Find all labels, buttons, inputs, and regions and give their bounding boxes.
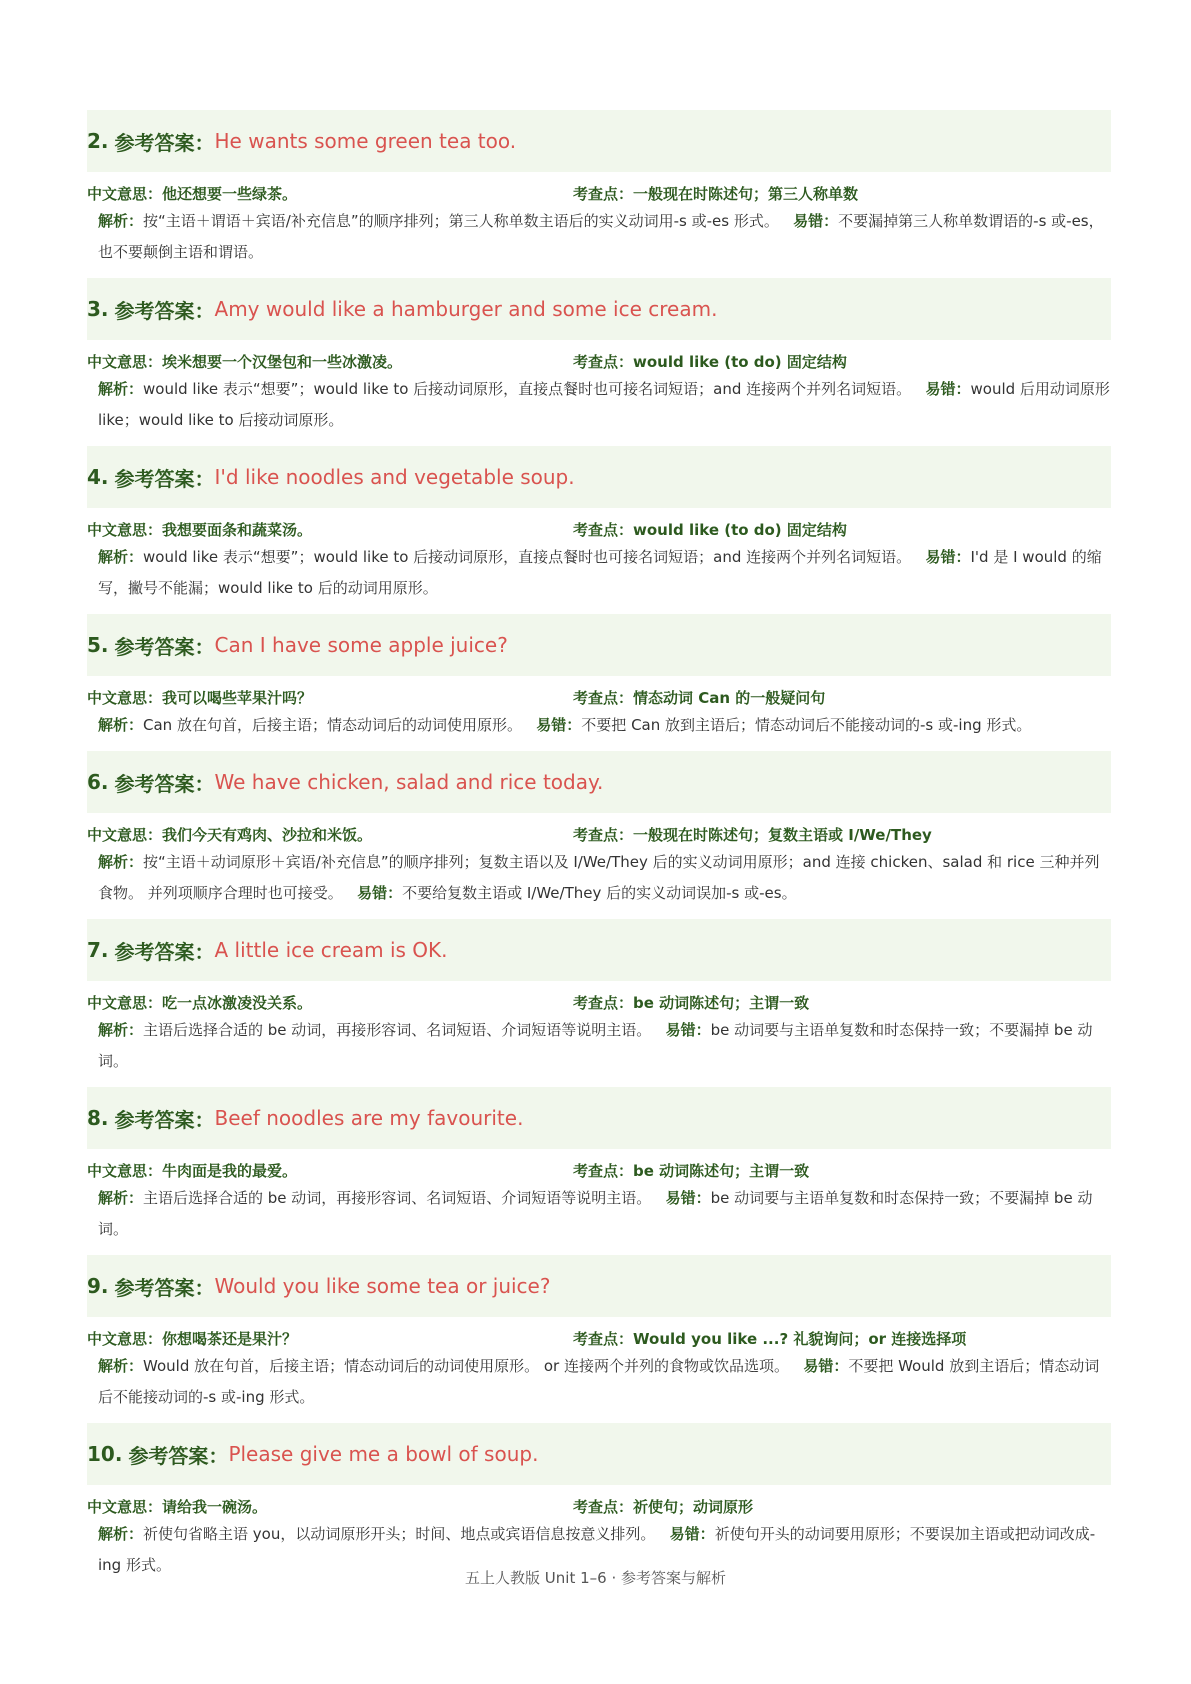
answer-item: [87, 110, 1111, 268]
analysis-text: Can 放在句首，后接主语；情态动词后的动词使用原形。: [143, 716, 522, 734]
reference-answer: He wants some green tea too.: [214, 129, 517, 153]
page-footer: 五上人教版 Unit 1–6 · 参考答案与解析: [465, 1569, 726, 1587]
meaning-text: 他还想要一些绿茶。: [162, 184, 298, 203]
answer-label: 参考答案：: [114, 1275, 215, 1300]
question-number: 10.: [87, 1442, 123, 1466]
answer-header: [87, 446, 1111, 508]
meaning-label: 中文意思：: [87, 993, 163, 1012]
meta-row: [87, 518, 1111, 540]
point-label: 考查点：: [573, 184, 634, 203]
meaning-label: 中文意思：: [87, 1329, 163, 1348]
analysis-paragraph: [87, 206, 1111, 268]
analysis-text: 按“主语＋谓语＋宾语/补充信息”的顺序排列；第三人称单数主语后的实义动词用-s 或-es 形式。: [143, 212, 779, 230]
reference-answer: Amy would like a hamburger and some ice cream.: [214, 297, 718, 321]
meaning-text: 牛肉面是我的最爱。: [162, 1161, 298, 1180]
meaning-label: 中文意思：: [87, 184, 163, 203]
analysis-label: 解析：: [98, 1357, 144, 1375]
meaning-text: 我们今天有鸡肉、沙拉和米饭。: [162, 825, 373, 844]
answer-header: [87, 1423, 1111, 1485]
answer-label: 参考答案：: [114, 298, 215, 323]
analysis-paragraph: [87, 1015, 1111, 1077]
meta-row: [87, 686, 1111, 708]
reference-answer: We have chicken, salad and rice today.: [214, 770, 604, 794]
analysis-text: would like 表示“想要”；would like to 后接动词原形，直接点餐时也可接名词短语；and 连接两个并列名词短语。: [143, 548, 912, 566]
answer-item: [87, 1255, 1111, 1413]
analysis-label: 解析：: [98, 1525, 144, 1543]
point-label: 考查点：: [573, 993, 634, 1012]
point-text: would like (to do) 固定结构: [633, 520, 847, 539]
test-point: [573, 992, 809, 1013]
analysis-label: 解析：: [98, 853, 144, 871]
reference-answer: Would you like some tea or juice?: [214, 1274, 551, 1298]
analysis-label: 解析：: [98, 716, 144, 734]
meta-row: [87, 1159, 1111, 1181]
mistake-label: 易错：: [665, 1189, 711, 1207]
analysis-paragraph: [87, 542, 1111, 604]
meaning-text: 你想喝茶还是果汁？: [162, 1329, 298, 1348]
mistake-text: 不要把 Would 放到主语后；情态动词后不能接动词的-s 或-ing 形式。: [98, 1357, 1100, 1406]
analysis-label: 解析：: [98, 1189, 144, 1207]
analysis-paragraph: [87, 710, 1111, 741]
chinese-meaning: [87, 687, 573, 708]
answer-item: [87, 751, 1111, 909]
question-number: 3.: [87, 297, 109, 321]
reference-answer: Please give me a bowl of soup.: [228, 1442, 539, 1466]
point-text: Would you like ...? 礼貌询问；or 连接选择项: [633, 1329, 967, 1348]
point-text: would like (to do) 固定结构: [633, 352, 847, 371]
mistake-label: 易错：: [925, 548, 971, 566]
answer-item: [87, 278, 1111, 436]
chinese-meaning: [87, 992, 573, 1013]
chinese-meaning: [87, 1160, 573, 1181]
mistake-text: 不要把 Can 放到主语后；情态动词后不能接动词的-s 或-ing 形式。: [581, 716, 1032, 734]
test-point: [573, 824, 932, 845]
answer-header: [87, 1255, 1111, 1317]
analysis-label: 解析：: [98, 1021, 144, 1039]
answer-header: [87, 919, 1111, 981]
point-label: 考查点：: [573, 1329, 634, 1348]
test-point: [573, 1496, 753, 1517]
point-label: 考查点：: [573, 825, 634, 844]
question-number: 2.: [87, 129, 109, 153]
point-text: be 动词陈述句；主谓一致: [633, 1161, 810, 1180]
answer-label: 参考答案：: [114, 130, 215, 155]
meta-row: [87, 991, 1111, 1013]
point-label: 考查点：: [573, 1161, 634, 1180]
answer-item: [87, 446, 1111, 604]
point-text: 一般现在时陈述句；第三人称单数: [633, 184, 859, 203]
answer-item: [87, 919, 1111, 1077]
analysis-text: Would 放在句首，后接主语；情态动词后的动词使用原形。 or 连接两个并列的食物或饮品选项。: [143, 1357, 789, 1375]
meaning-label: 中文意思：: [87, 688, 163, 707]
answer-header: [87, 614, 1111, 676]
question-number: 7.: [87, 938, 109, 962]
question-number: 9.: [87, 1274, 109, 1298]
answer-header: [87, 1087, 1111, 1149]
chinese-meaning: [87, 824, 573, 845]
meaning-label: 中文意思：: [87, 352, 163, 371]
mistake-label: 易错：: [669, 1525, 715, 1543]
mistake-text: 不要给复数主语或 I/We/They 后的实义动词误加-s 或-es。: [402, 884, 797, 902]
point-label: 考查点：: [573, 1497, 634, 1516]
answer-item: [87, 1087, 1111, 1245]
meaning-label: 中文意思：: [87, 825, 163, 844]
meaning-label: 中文意思：: [87, 520, 163, 539]
reference-answer: Can I have some apple juice?: [214, 633, 508, 657]
point-text: 一般现在时陈述句；复数主语或 I/We/They: [633, 825, 932, 844]
chinese-meaning: [87, 519, 573, 540]
analysis-paragraph: [87, 374, 1111, 436]
point-text: 情态动词 Can 的一般疑问句: [633, 688, 826, 707]
question-number: 8.: [87, 1106, 109, 1130]
test-point: [573, 351, 847, 372]
mistake-text: I'd 是 I would 的缩写，撇号不能漏；would like to 后的动词用原形。: [98, 548, 1102, 597]
analysis-label: 解析：: [98, 380, 144, 398]
question-number: 4.: [87, 465, 109, 489]
answer-header: [87, 278, 1111, 340]
meaning-text: 我可以喝些苹果汁吗？: [162, 688, 313, 707]
test-point: [573, 1160, 809, 1181]
test-point: [573, 519, 847, 540]
analysis-label: 解析：: [98, 212, 144, 230]
reference-answer: I'd like noodles and vegetable soup.: [214, 465, 575, 489]
analysis-text: 主语后选择合适的 be 动词，再接形容词、名词短语、介词短语等说明主语。: [143, 1021, 652, 1039]
reference-answer: A little ice cream is OK.: [214, 938, 448, 962]
mistake-label: 易错：: [803, 1357, 849, 1375]
mistake-text: 不要漏掉第三人称单数谓语的-s 或-es，也不要颠倒主语和谓语。: [98, 212, 1104, 261]
mistake-label: 易错：: [536, 716, 582, 734]
question-number: 5.: [87, 633, 109, 657]
analysis-text: would like 表示“想要”；would like to 后接动词原形，直接点餐时也可接名词短语；and 连接两个并列名词短语。: [143, 380, 912, 398]
meta-row: [87, 350, 1111, 372]
meaning-label: 中文意思：: [87, 1497, 163, 1516]
meaning-text: 请给我一碗汤。: [162, 1497, 268, 1516]
meta-row: [87, 1327, 1111, 1349]
mistake-text: be 动词要与主语单复数和时态保持一致；不要漏掉 be 动词。: [98, 1021, 1093, 1070]
mistake-label: 易错：: [793, 212, 839, 230]
point-text: 祈使句；动词原形: [633, 1497, 754, 1516]
point-text: be 动词陈述句；主谓一致: [633, 993, 810, 1012]
meta-row: [87, 823, 1111, 845]
chinese-meaning: [87, 351, 573, 372]
answer-label: 参考答案：: [114, 466, 215, 491]
chinese-meaning: [87, 1496, 573, 1517]
analysis-paragraph: [87, 1351, 1111, 1413]
meaning-text: 埃米想要一个汉堡包和一些冰激凌。: [162, 352, 403, 371]
answer-label: 参考答案：: [114, 939, 215, 964]
question-number: 6.: [87, 770, 109, 794]
mistake-label: 易错：: [665, 1021, 711, 1039]
mistake-text: be 动词要与主语单复数和时态保持一致；不要漏掉 be 动词。: [98, 1189, 1093, 1238]
answer-label: 参考答案：: [114, 1107, 215, 1132]
mistake-label: 易错：: [925, 380, 971, 398]
answer-item: [87, 1423, 1111, 1581]
meta-row: [87, 1495, 1111, 1517]
analysis-text: 按“主语＋动词原形＋宾语/补充信息”的顺序排列；复数主语以及 I/We/They 后的实义动词用原形；and 连接 chicken、salad 和 rice 三种并列食物。 并列项顺序合理时也可接受。: [98, 853, 1100, 902]
answer-header: [87, 751, 1111, 813]
test-point: [573, 687, 825, 708]
meaning-text: 吃一点冰激凌没关系。: [162, 993, 313, 1012]
test-point: [573, 183, 858, 204]
chinese-meaning: [87, 1328, 573, 1349]
analysis-text: 祈使句省略主语 you，以动词原形开头；时间、地点或宾语信息按意义排列。: [143, 1525, 656, 1543]
mistake-text: 祈使句开头的动词要用原形；不要误加主语或把动词改成-ing 形式。: [98, 1525, 1096, 1574]
meaning-label: 中文意思：: [87, 1161, 163, 1180]
answer-sheet: [87, 110, 1111, 1591]
chinese-meaning: [87, 183, 573, 204]
meaning-text: 我想要面条和蔬菜汤。: [162, 520, 313, 539]
answer-label: 参考答案：: [114, 771, 215, 796]
mistake-text: would 后用动词原形 like；would like to 后接动词原形。: [98, 380, 1110, 429]
analysis-label: 解析：: [98, 548, 144, 566]
analysis-text: 主语后选择合适的 be 动词，再接形容词、名词短语、介词短语等说明主语。: [143, 1189, 652, 1207]
reference-answer: Beef noodles are my favourite.: [214, 1106, 524, 1130]
answer-item: [87, 614, 1111, 741]
answer-label: 参考答案：: [114, 634, 215, 659]
analysis-paragraph: [87, 1183, 1111, 1245]
analysis-paragraph: [87, 847, 1111, 909]
meta-row: [87, 182, 1111, 204]
test-point: [573, 1328, 966, 1349]
answer-header: [87, 110, 1111, 172]
answer-label: 参考答案：: [128, 1443, 229, 1468]
point-label: 考查点：: [573, 352, 634, 371]
point-label: 考查点：: [573, 688, 634, 707]
point-label: 考查点：: [573, 520, 634, 539]
mistake-label: 易错：: [357, 884, 403, 902]
